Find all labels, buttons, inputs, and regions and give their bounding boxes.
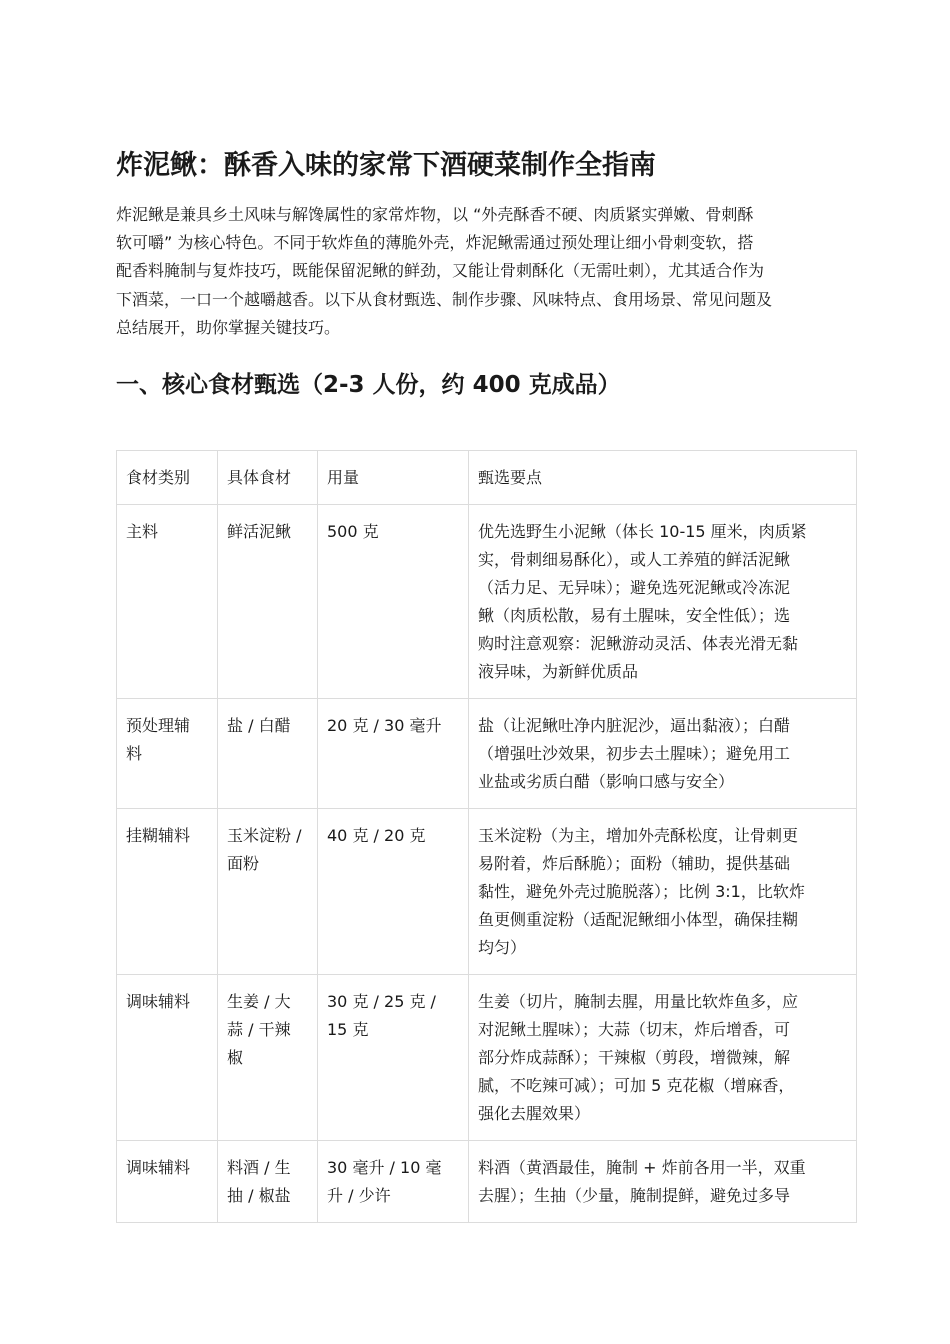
cell-text-line: 调味辅料 — [126, 992, 191, 1011]
cell-text-line: 调味辅料 — [126, 1158, 191, 1177]
cell-text-line: 料酒（黄酒最佳，腌制 + 炸前各用一半，双重 — [478, 1158, 806, 1177]
section-title: 一、核心食材甄选（2-3 人份，约 400 克成品） — [116, 372, 621, 398]
cell-text-line: 预处理辅 — [126, 716, 191, 735]
table-cell-category — [117, 809, 218, 975]
cell-text-line: （活力足、无异味）；避免选死泥鳅或冷冻泥 — [478, 578, 791, 597]
intro-line: 总结展开，助你掌握关键技巧。 — [116, 317, 341, 337]
table-cell-notes — [469, 809, 857, 975]
cell-text-line: 挂糊辅料 — [126, 826, 191, 845]
cell-text-line: 优先选野生小泥鳅（体长 10-15 厘米，肉质紧 — [478, 522, 807, 541]
cell-text-line: 业盐或劣质白醋（影响口感与安全） — [478, 772, 735, 791]
table-cell-category — [117, 699, 218, 809]
cell-text-line: 升 / 少许 — [327, 1186, 391, 1205]
cell-text-line: 强化去腥效果） — [478, 1104, 591, 1123]
cell-text-line: （增强吐沙效果，初步去土腥味）；避免用工 — [478, 744, 791, 763]
cell-text-line: 20 克 / 30 毫升 — [327, 716, 442, 735]
cell-text-line: 去腥）；生抽（少量，腌制提鲜，避免过多导 — [478, 1186, 791, 1205]
table-cell-notes — [469, 975, 857, 1141]
cell-text-line: 15 克 — [327, 1020, 369, 1039]
cell-text-line: 易附着，炸后酥脆）；面粉（辅助，提供基础 — [478, 854, 791, 873]
document-title: 炸泥鳅：酥香入味的家常下酒硬菜制作全指南 — [116, 150, 656, 181]
cell-text-line: 500 克 — [327, 522, 379, 541]
table-row — [117, 699, 857, 809]
cell-text-line: 实，骨刺细易酥化），或人工养殖的鲜活泥鳅 — [478, 550, 791, 569]
cell-text-line: 生姜（切片，腌制去腥，用量比软炸鱼多，应 — [478, 992, 799, 1011]
table-cell-notes — [469, 505, 857, 699]
cell-text-line: 购时注意观察：泥鳅游动灵活、体表光滑无黏 — [478, 634, 799, 653]
table-header-cell: 用量 — [318, 451, 469, 505]
cell-text-line: 黏性，避免外壳过脆脱落）；比例 3:1，比软炸 — [478, 882, 805, 901]
table-cell-category — [117, 505, 218, 699]
table-row — [117, 809, 857, 975]
table-cell-category — [117, 975, 218, 1141]
cell-text-line: 面粉 — [227, 854, 260, 873]
table-header-row — [117, 451, 857, 505]
table-row — [117, 975, 857, 1141]
table-header-cell: 甄选要点 — [469, 451, 857, 505]
table-cell-notes — [469, 1141, 857, 1223]
table-cell-item — [218, 1141, 318, 1223]
table-row — [117, 505, 857, 699]
table-cell-item — [218, 975, 318, 1141]
cell-text-line: 椒 — [227, 1048, 244, 1067]
table-cell-amount — [318, 505, 469, 699]
cell-text-line: 40 克 / 20 克 — [327, 826, 426, 845]
intro-line: 下酒菜，一口一个越嚼越香。以下从食材甄选、制作步骤、风味特点、食用场景、常见问题及 — [116, 289, 773, 309]
cell-text-line: 抽 / 椒盐 — [227, 1186, 291, 1205]
cell-text-line: 鲜活泥鳅 — [227, 522, 292, 541]
table-cell-notes — [469, 699, 857, 809]
cell-text-line: 部分炸成蒜酥）；干辣椒（剪段，增微辣，解 — [478, 1048, 791, 1067]
cell-text-line: 鳅（肉质松散，易有土腥味，安全性低）；选 — [478, 606, 791, 625]
cell-text-line: 30 克 / 25 克 / — [327, 992, 436, 1011]
cell-text-line: 30 毫升 / 10 毫 — [327, 1158, 442, 1177]
table-cell-item — [218, 505, 318, 699]
intro-paragraph — [116, 201, 844, 342]
cell-text-line: 玉米淀粉（为主，增加外壳酥松度，让骨刺更 — [478, 826, 799, 845]
table-cell-category — [117, 1141, 218, 1223]
cell-text-line: 鱼更侧重淀粉（适配泥鳅细小体型，确保挂糊 — [478, 910, 799, 929]
table-row — [117, 1141, 857, 1223]
table-header-cell: 具体食材 — [218, 451, 318, 505]
intro-line: 软可嚼” 为核心特色。不同于软炸鱼的薄脆外壳，炸泥鳅需通过预处理让细小骨刺变软，搭 — [116, 233, 754, 253]
cell-text-line: 盐（让泥鳅吐净内脏泥沙，逼出黏液）；白醋 — [478, 716, 791, 735]
cell-text-line: 蒜 / 干辣 — [227, 1020, 291, 1039]
table-cell-amount — [318, 1141, 469, 1223]
cell-text-line: 生姜 / 大 — [227, 992, 291, 1011]
intro-line: 配香料腌制与复炸技巧，既能保留泥鳅的鲜劲，又能让骨刺酥化（无需吐刺），尤其适合作为 — [116, 261, 765, 281]
cell-text-line: 料酒 / 生 — [227, 1158, 291, 1177]
table-cell-item — [218, 699, 318, 809]
cell-text-line: 料 — [126, 744, 143, 763]
intro-line: 炸泥鳅是兼具乡土风味与解馋属性的家常炸物，以 “外壳酥香不硬、肉质紧实弹嫩、骨刺酥 — [116, 205, 754, 224]
table-header-cell: 食材类别 — [117, 451, 218, 505]
cell-text-line: 主料 — [126, 522, 159, 541]
cell-text-line: 玉米淀粉 / — [227, 826, 302, 845]
table-cell-item — [218, 809, 318, 975]
cell-text-line: 均匀） — [478, 938, 527, 957]
cell-text-line: 盐 / 白醋 — [227, 716, 291, 735]
table-cell-amount — [318, 975, 469, 1141]
cell-text-line: 腻，不吃辣可减）；可加 5 克花椒（增麻香， — [478, 1076, 795, 1095]
cell-text-line: 对泥鳅土腥味）；大蒜（切末，炸后增香，可 — [478, 1020, 791, 1039]
table-cell-amount — [318, 699, 469, 809]
ingredients-table — [116, 450, 857, 1223]
cell-text-line: 液异味，为新鲜优质品 — [478, 662, 639, 681]
table-cell-amount — [318, 809, 469, 975]
